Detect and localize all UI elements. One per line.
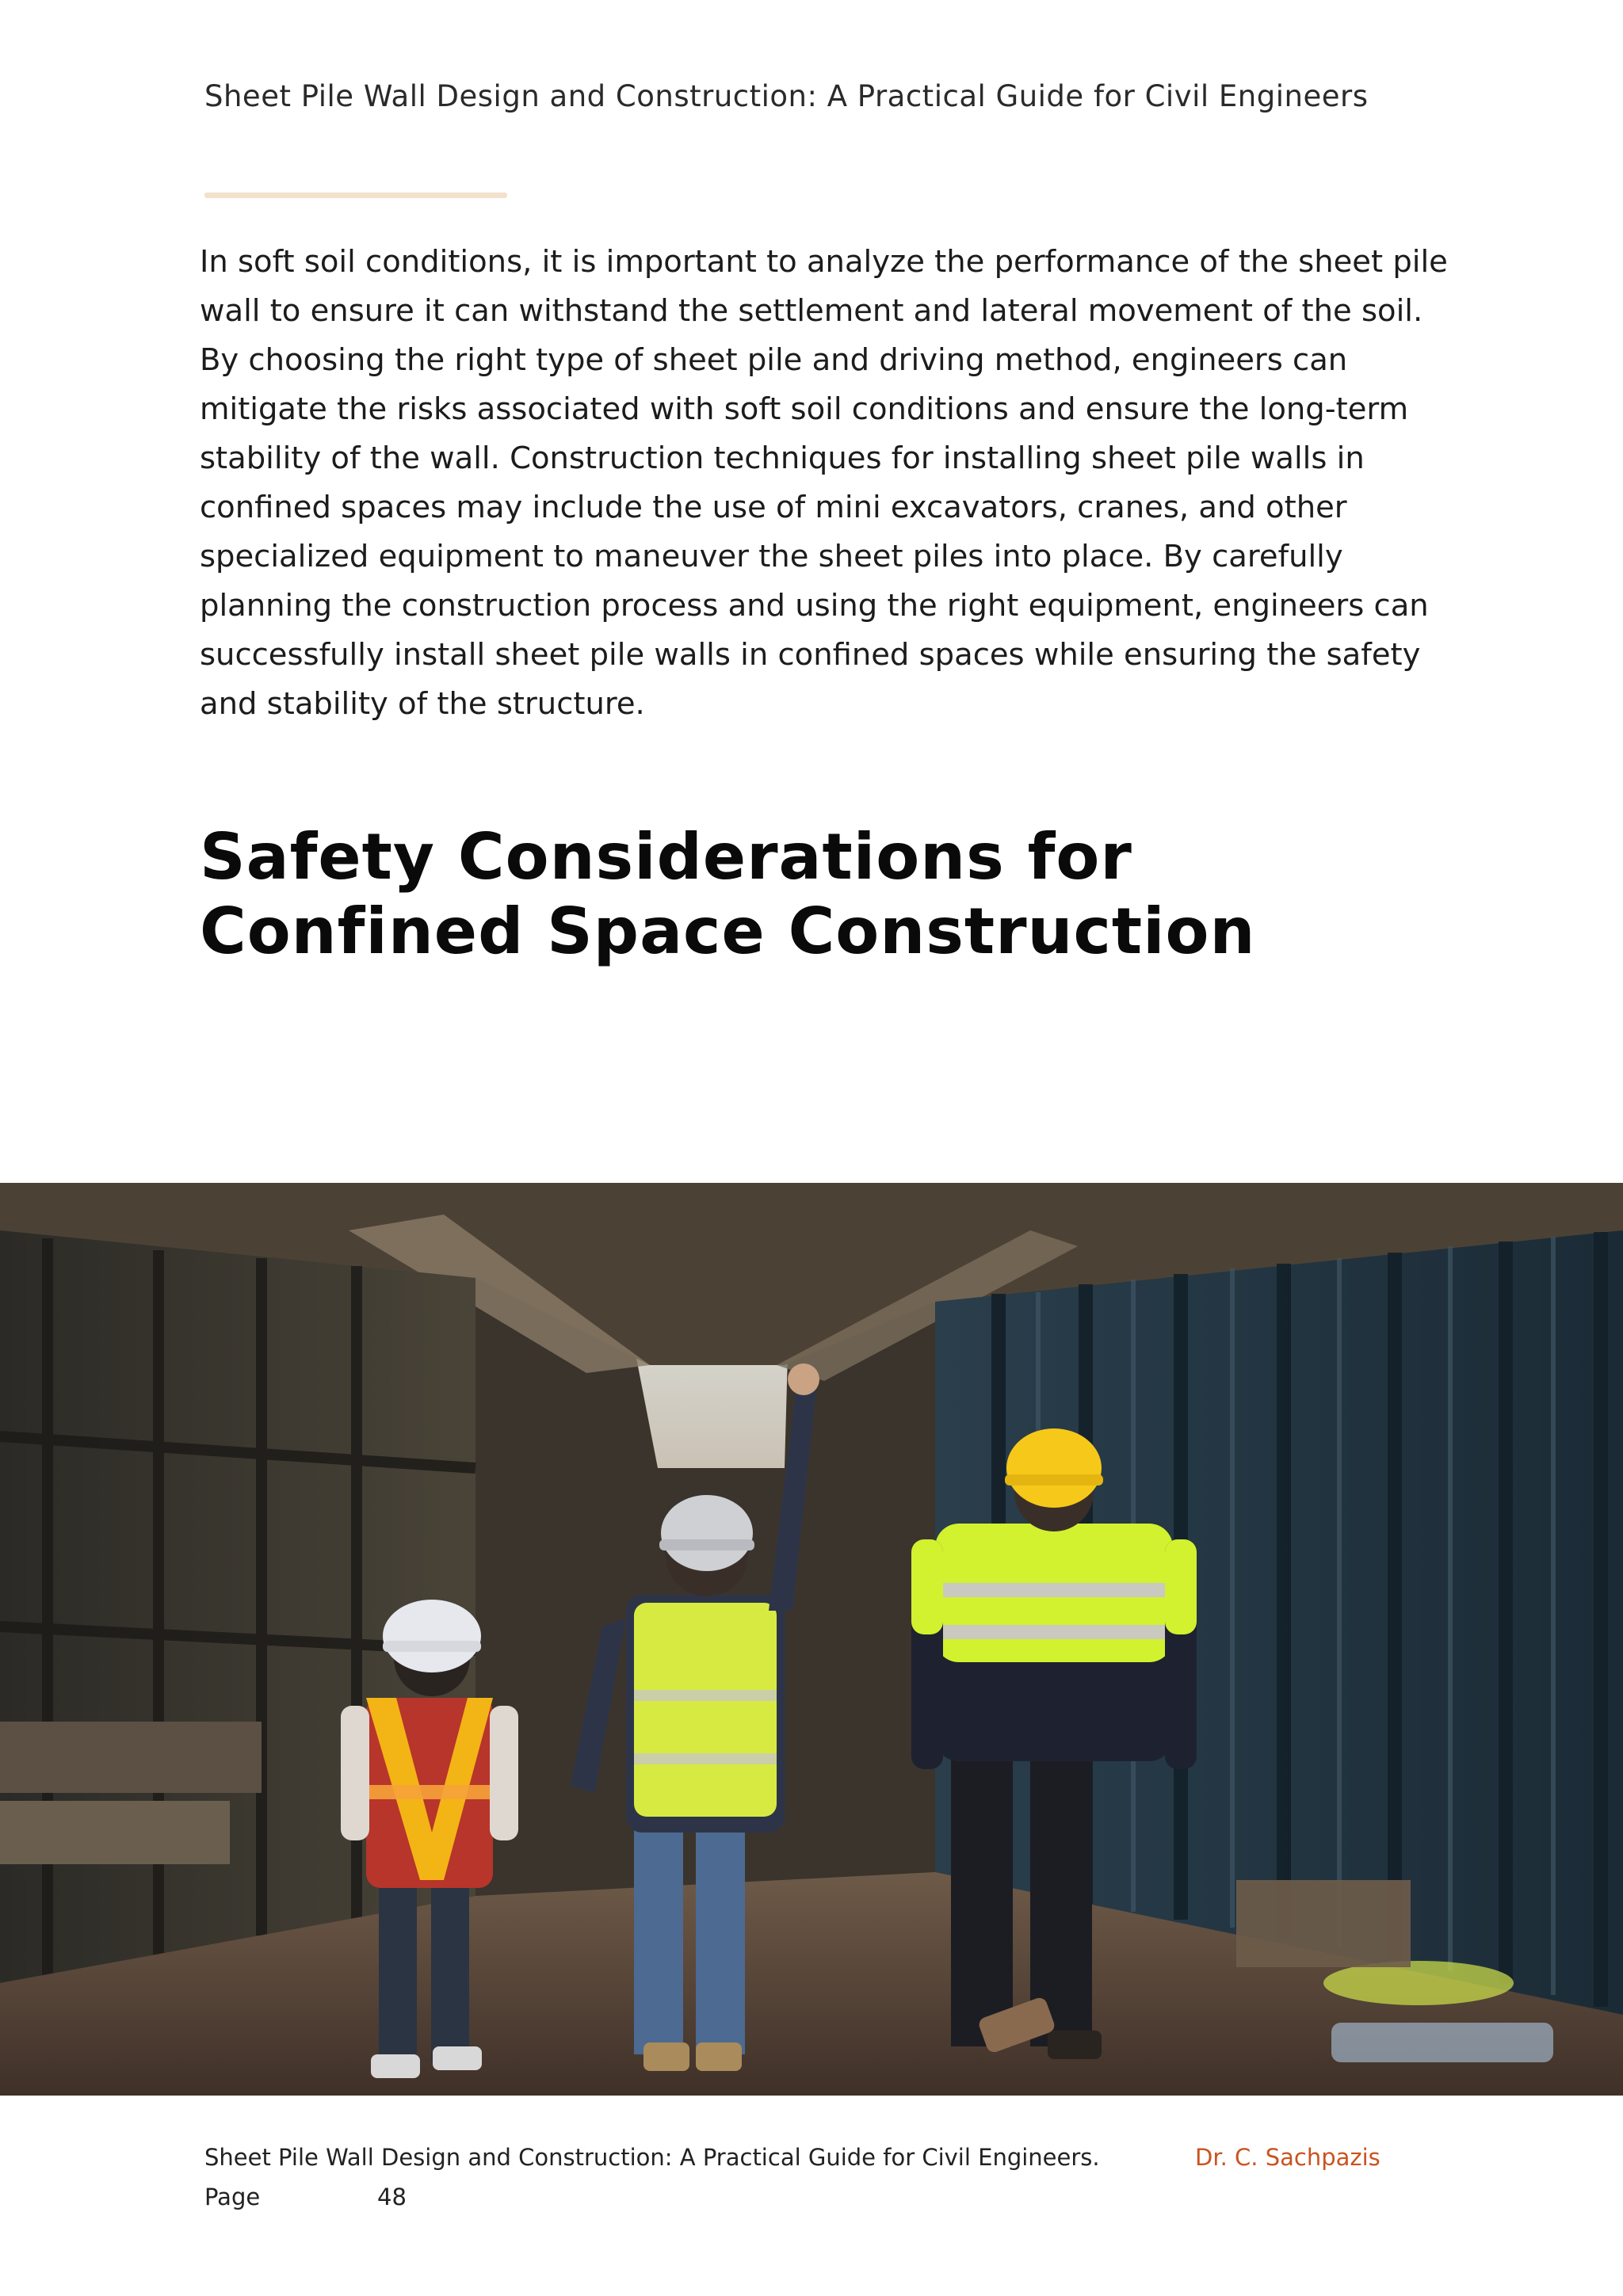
footer-page-label: Page <box>204 2183 261 2210</box>
footer-book-title: Sheet Pile Wall Design and Construction: A Practical Guide for Civil Engineers. <box>204 2144 1100 2171</box>
footer-page-number: 48 <box>377 2183 407 2210</box>
section-heading: Safety Considerations for Confined Space Construction <box>200 820 1256 968</box>
construction-workers-photo <box>0 1183 1623 2096</box>
body-paragraph: In soft soil conditions, it is important to analyze the performance of the sheet pile wall to ensure it can withstand the settlement and lateral movement of the soil. By choosing the right type of sheet pile and driving method, engineers can mitigate the risks associated with soft soil conditions and ensure the long-term stability of the wall. Construction techniques for installing sheet pile walls in confined spaces may include the use of mini excavators, cranes, and other specialized equipment to maneuver the sheet piles into place. By carefully planning the construction process and using the right equipment, engineers can successfully install sheet pile walls in confined spaces while ensuring the safety and stability of the structure. <box>200 244 1448 722</box>
header-accent-line <box>204 193 507 198</box>
footer-author: Dr. C. Sachpazis <box>1195 2144 1381 2171</box>
running-header-title: Sheet Pile Wall Design and Construction: A Practical Guide for Civil Engineers <box>204 79 1369 113</box>
